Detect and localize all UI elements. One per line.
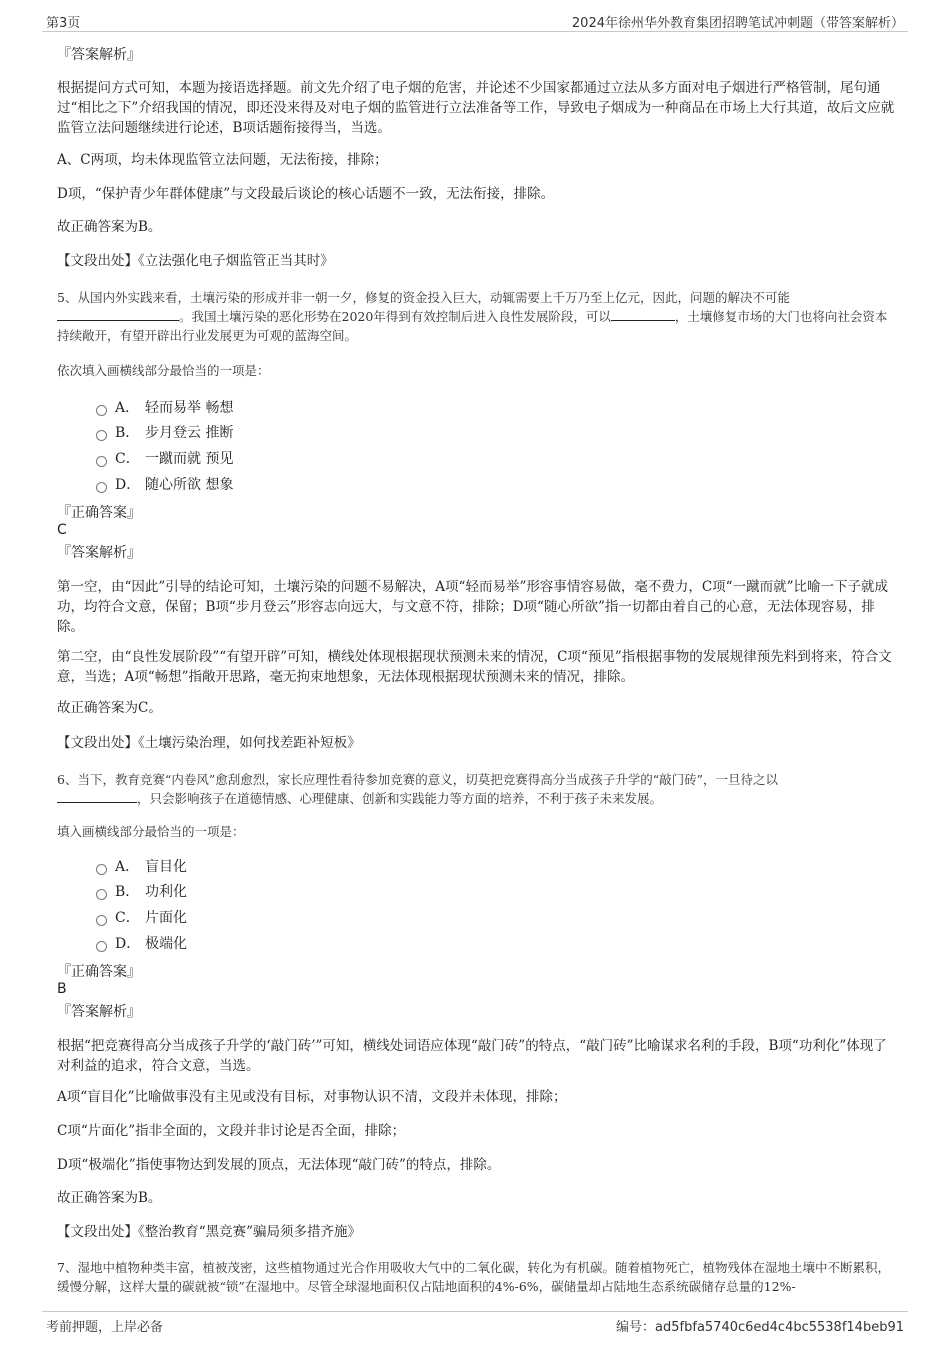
q6-option-c[interactable]: C． 片面化 [96, 908, 187, 928]
footer-slogan: 考前押题，上岸必备 [46, 1320, 164, 1335]
q6-analysis-p5: 故正确答案为B。 [57, 1190, 162, 1206]
q6-blank [57, 789, 137, 803]
q5-option-a[interactable]: A． 轻而易举 畅想 [96, 398, 233, 418]
q6-correct-answer: B [57, 981, 67, 997]
q6-stem-part-a: 6、当下，教育竞赛“内卷风”愈刮愈烈，家长应理性看待参加竞赛的意义，切莫把竞赛得高分当成孩子升学的“敲门砖”，一旦待之以 [57, 772, 779, 787]
q5-blank-2 [611, 307, 675, 321]
q4-analysis-p3: D项，“保护青少年群体健康”与文段最后谈论的核心话题不一致，无法衔接，排除。 [57, 186, 555, 202]
q4-analysis-p4: 故正确答案为B。 [57, 219, 162, 235]
page-header [42, 9, 908, 32]
q4-source: 【文段出处】《立法强化电子烟监管正当其时》 [57, 253, 334, 269]
q5-stem-part-c: ，土壤修复市场的大门也将向社会资本持续敞开，有望开辟出行业发展更为可观的蓝海空间。 [57, 309, 888, 343]
q6-source: 【文段出处】《整治教育“黑竞赛”骗局须多措齐施》 [57, 1224, 362, 1240]
q6-option-a[interactable]: A． 盲目化 [96, 857, 187, 877]
radio-icon[interactable] [96, 864, 107, 875]
page-number: 第3页 [46, 16, 81, 31]
q5-analysis-label: 『答案解析』 [57, 545, 141, 561]
q6-option-b[interactable]: B． 功利化 [96, 882, 187, 902]
q7-stem: 7、湿地中植物种类丰富，植被茂密，这些植物通过光合作用吸收大气中的二氧化碳，转化为有机碳。随着植物死亡，植物残体在湿地土壤中不断累积，缓慢分解，这样大量的碳就被“锁”在湿地中。尽管全球湿地面积仅占陆地面积的4%-6%，碳储量却占陆地生态系统碳储存总量的12%- [57, 1260, 890, 1294]
q6-stem [57, 770, 899, 808]
radio-icon[interactable] [96, 430, 107, 441]
radio-icon[interactable] [96, 915, 107, 926]
q6-option-d[interactable]: D． 极端化 [96, 934, 187, 954]
q6-analysis-p2: A项“盲目化”比喻做事没有主见或没有目标，对事物认识不清，文段并未体现，排除； [57, 1089, 567, 1105]
q5-analysis-p3: 故正确答案为C。 [57, 700, 162, 716]
q6-correct-label: 『正确答案』 [57, 964, 141, 980]
radio-icon[interactable] [96, 456, 107, 467]
q6-stem-part-b: ，只会影响孩子在道德情感、心理健康、创新和实践能力等方面的培养，不利于孩子未来发展。 [137, 791, 663, 806]
radio-icon[interactable] [96, 405, 107, 416]
q5-correct-answer: C [57, 522, 67, 538]
q5-option-d[interactable]: D． 随心所欲 想象 [96, 475, 233, 495]
radio-icon[interactable] [96, 482, 107, 493]
radio-icon[interactable] [96, 889, 107, 900]
q5-stem [57, 288, 899, 345]
q6-analysis-p4: D项“极端化”指使事物达到发展的顶点，无法体现“敲门砖”的特点，排除。 [57, 1157, 501, 1173]
radio-icon[interactable] [96, 941, 107, 952]
q6-analysis-p3: C项“片面化”指非全面的，文段并非讨论是否全面，排除； [57, 1123, 406, 1139]
q6-prompt: 填入画横线部分最恰当的一项是： [57, 824, 245, 839]
q4-analysis-label: 『答案解析』 [57, 47, 141, 63]
q5-stem-part-a: 5、从国内外实践来看，土壤污染的形成并非一朝一夕，修复的资金投入巨大，动辄需要上千万乃至上亿元，因此，问题的解决不可能 [57, 290, 790, 305]
q5-option-c[interactable]: C． 一蹴而就 预见 [96, 449, 233, 469]
q5-blank-1 [57, 307, 179, 321]
q6-analysis-p1: 根据“把竞赛得高分当成孩子升学的‘敲门砖’”可知，横线处词语应体现“敲门砖”的特点，“敲门砖”比喻谋求名利的手段，B项“功利化”体现了对利益的追求，符合文意，当选。 [57, 1038, 887, 1074]
q5-source: 【文段出处】《土壤污染治理，如何找差距补短板》 [57, 735, 361, 751]
document-id: 编号：ad5fbfa5740c6ed4c4bc5538f14beb91 [616, 1320, 904, 1335]
document-title: 2024年徐州华外教育集团招聘笔试冲刺题（带答案解析） [571, 16, 904, 31]
q4-analysis-p2: A、C两项，均未体现监管立法问题，无法衔接，排除； [57, 152, 388, 168]
q5-analysis-p1: 第一空，由“因此”引导的结论可知，土壤污染的问题不易解决，A项“轻而易举”形容事情容易做，毫不费力，C项“一蹴而就”比喻一下子就成功，均符合文意，保留；B项“步月登云”形容志向远大，与文意不符，排除；D项“随心所欲”指一切都由着自己的心意，无法体现容易，排除。 [57, 579, 888, 635]
q5-correct-label: 『正确答案』 [57, 505, 141, 521]
page-footer [42, 1311, 908, 1338]
q5-stem-part-b: 。我国土壤污染的恶化形势在2020年得到有效控制后进入良性发展阶段，可以 [179, 309, 611, 324]
q5-prompt: 依次填入画横线部分最恰当的一项是： [57, 363, 270, 378]
q5-option-b[interactable]: B． 步月登云 推断 [96, 423, 233, 443]
q5-analysis-p2: 第二空，由“良性发展阶段”“有望开辟”可知，横线处体现根据现状预测未来的情况，C项“预见”指根据事物的发展规律预先料到将来，符合文意，当选；A项“畅想”指敞开思路，毫无拘束地想象，无法体现根据现状预测未来的情况，排除。 [57, 649, 892, 685]
q6-analysis-label: 『答案解析』 [57, 1004, 141, 1020]
q4-analysis-p1: 根据提问方式可知，本题为接语选择题。前文先介绍了电子烟的危害，并论述不少国家都通过立法从多方面对电子烟进行严格管制，尾句通过“相比之下”介绍我国的情况，即还没来得及对电子烟的监管进行立法准备等工作，导致电子烟成为一种商品在市场上大行其道，故后文应就监管立法问题继续进行论述，B项话题衔接得当，当选。 [57, 80, 895, 136]
